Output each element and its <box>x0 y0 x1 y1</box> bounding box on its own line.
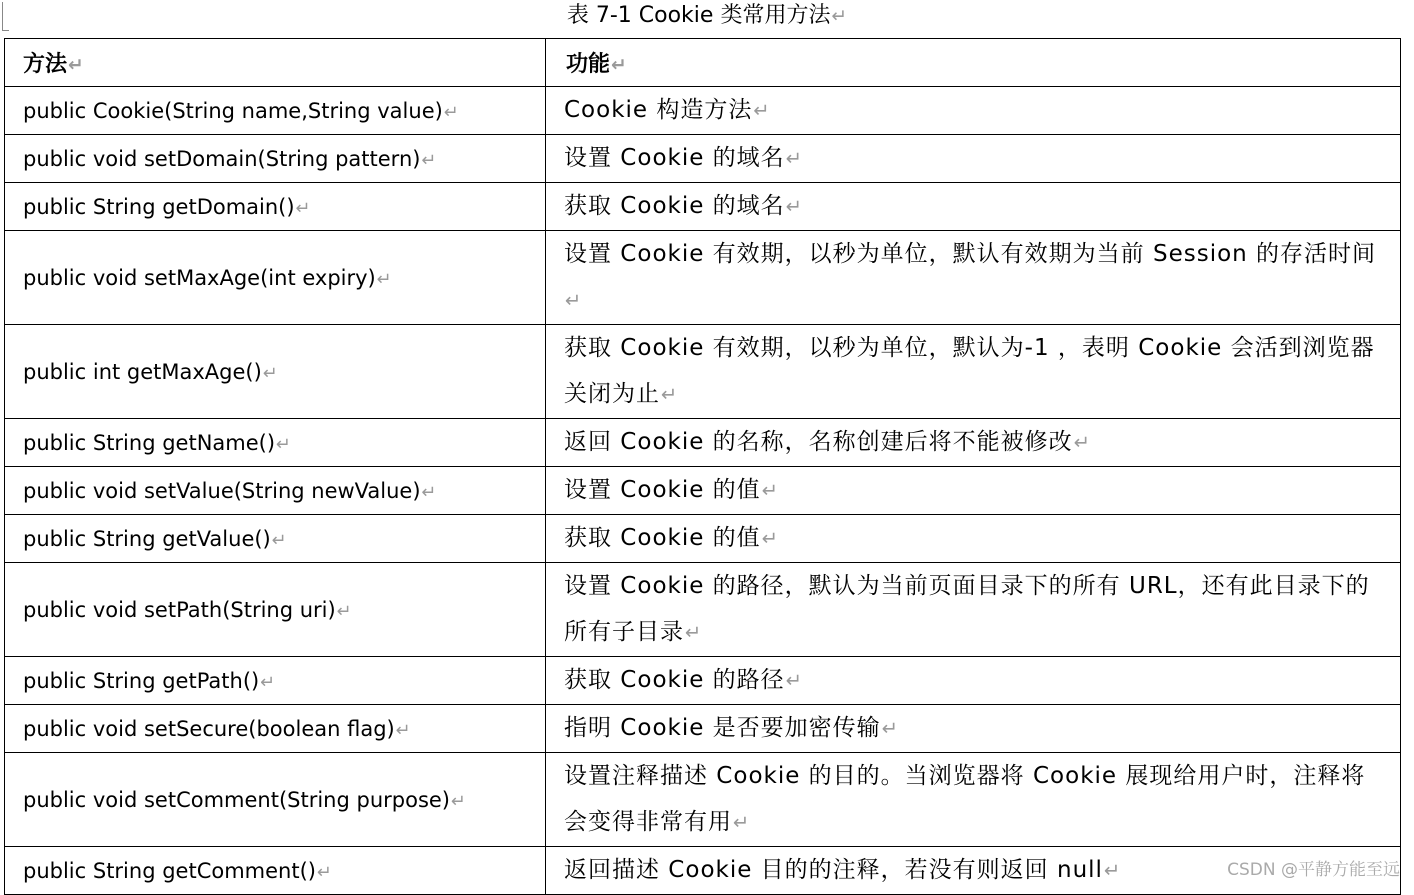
method-cell: public void setDomain(String pattern)↵ <box>5 135 546 183</box>
return-mark-icon: ↵ <box>761 479 780 502</box>
function-cell: 获取 Cookie 的路径↵ <box>546 657 1401 705</box>
caption-text: 表 7-1 Cookie 类常用方法 <box>566 3 831 28</box>
function-cell: 设置 Cookie 有效期，以秒为单位，默认有效期为当前 Session 的存活时间↵ <box>546 231 1401 325</box>
function-cell: 设置 Cookie 的值↵ <box>546 467 1401 515</box>
return-mark-icon: ↵ <box>262 362 278 384</box>
method-cell: public String getPath()↵ <box>5 657 546 705</box>
table-row <box>5 419 1401 467</box>
table-row <box>5 753 1401 847</box>
return-mark-icon: ↵ <box>753 99 771 122</box>
return-mark-icon: ↵ <box>276 433 291 455</box>
function-cell: 设置 Cookie 的路径，默认为当前页面目录下的所有 URL，还有此目录下的所有子目录↵ <box>546 563 1401 657</box>
return-mark-icon: ↵ <box>1103 859 1122 882</box>
table-row <box>5 705 1401 753</box>
header-method: 方法↵ <box>5 39 546 87</box>
watermark: CSDN @平静方能至远 <box>1227 860 1400 880</box>
return-mark-icon: ↵ <box>611 55 627 76</box>
function-cell: 设置注释描述 Cookie 的目的。当浏览器将 Cookie 展现给用户时，注释将会变得非常有用↵ <box>546 753 1401 847</box>
method-cell: public void setComment(String purpose)↵ <box>5 753 546 847</box>
return-mark-icon: ↵ <box>395 719 411 741</box>
return-mark-icon: ↵ <box>376 268 392 290</box>
header-function: 功能↵ <box>546 39 1401 87</box>
method-cell: public Cookie(String name,String value)↵ <box>5 87 546 135</box>
function-cell: 获取 Cookie 的值↵ <box>546 515 1401 563</box>
table-row <box>5 135 1401 183</box>
function-cell: 设置 Cookie 的域名↵ <box>546 135 1401 183</box>
table-row <box>5 325 1401 419</box>
return-mark-icon: ↵ <box>761 527 780 550</box>
return-mark-icon: ↵ <box>685 621 703 644</box>
return-mark-icon: ↵ <box>785 147 804 170</box>
return-mark-icon: ↵ <box>831 6 848 27</box>
return-mark-icon: ↵ <box>451 790 466 812</box>
table-row <box>5 563 1401 657</box>
table-header-row <box>5 39 1401 87</box>
return-mark-icon: ↵ <box>565 289 583 312</box>
function-cell: 返回描述 Cookie 目的的注释，若没有则返回 null↵ <box>546 847 1401 895</box>
function-cell: 返回 Cookie 的名称，名称创建后将不能被修改↵ <box>546 419 1401 467</box>
table-row <box>5 657 1401 705</box>
return-mark-icon: ↵ <box>316 861 332 883</box>
return-mark-icon: ↵ <box>785 669 804 692</box>
function-cell: Cookie 构造方法↵ <box>546 87 1401 135</box>
return-mark-icon: ↵ <box>421 149 437 171</box>
method-cell: public String getDomain()↵ <box>5 183 546 231</box>
table-row <box>5 847 1401 895</box>
cookie-methods-table <box>4 38 1401 895</box>
return-mark-icon: ↵ <box>271 529 287 551</box>
table-row <box>5 87 1401 135</box>
table-row <box>5 231 1401 325</box>
method-cell: public int getMaxAge()↵ <box>5 325 546 419</box>
function-cell: 获取 Cookie 的域名↵ <box>546 183 1401 231</box>
return-mark-icon: ↵ <box>881 717 900 740</box>
return-mark-icon: ↵ <box>733 811 751 834</box>
method-cell: public void setPath(String uri)↵ <box>5 563 546 657</box>
return-mark-icon: ↵ <box>421 481 437 503</box>
table-row <box>5 467 1401 515</box>
return-mark-icon: ↵ <box>661 383 679 406</box>
return-mark-icon: ↵ <box>336 600 352 622</box>
function-cell: 获取 Cookie 有效期，以秒为单位，默认为-1 ，表明 Cookie 会活到浏览器关闭为止↵ <box>546 325 1401 419</box>
return-mark-icon: ↵ <box>260 671 276 693</box>
method-cell: public String getName()↵ <box>5 419 546 467</box>
method-cell: public void setValue(String newValue)↵ <box>5 467 546 515</box>
return-mark-icon: ↵ <box>68 55 84 76</box>
method-cell: public void setSecure(boolean flag)↵ <box>5 705 546 753</box>
method-cell: public String getValue()↵ <box>5 515 546 563</box>
return-mark-icon: ↵ <box>785 195 804 218</box>
return-mark-icon: ↵ <box>443 101 459 123</box>
return-mark-icon: ↵ <box>1073 431 1092 454</box>
return-mark-icon: ↵ <box>295 197 311 219</box>
method-cell: public void setMaxAge(int expiry)↵ <box>5 231 546 325</box>
table-row <box>5 183 1401 231</box>
function-cell: 指明 Cookie 是否要加密传输↵ <box>546 705 1401 753</box>
method-cell: public String getComment()↵ <box>5 847 546 895</box>
table-caption <box>0 0 1414 32</box>
table-row <box>5 515 1401 563</box>
